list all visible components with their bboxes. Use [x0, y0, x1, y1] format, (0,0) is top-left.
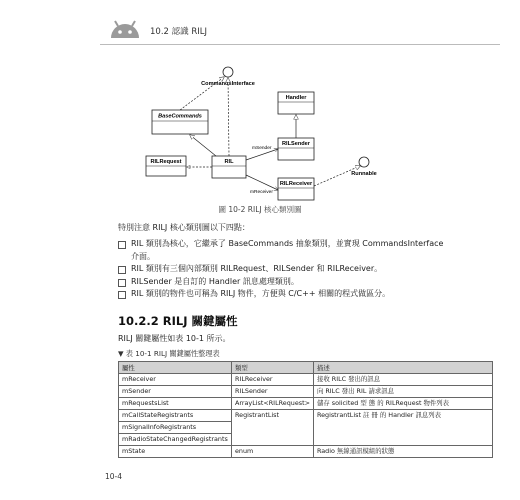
- bullet-item: [118, 288, 493, 301]
- edge-ril-commandsinterface: [228, 78, 229, 156]
- bullet-text: RILSender 是自訂的 Handler 訊息處理類別。: [131, 276, 299, 286]
- cell-description: RegistrantList 註 冊 的 Handler 訊息列表: [313, 410, 492, 446]
- checkbox-bullet-icon: [118, 291, 126, 299]
- mreceiver-role-label: mReceiver: [250, 190, 273, 195]
- header-rule: [100, 44, 500, 45]
- checkbox-bullet-icon: [118, 279, 126, 287]
- cell-type: RILReceiver: [232, 374, 314, 386]
- table-row: [119, 386, 493, 398]
- cell-type: RegistrantList: [232, 410, 314, 446]
- msender-role-label: mSender: [252, 146, 272, 151]
- cell-description: 向 RILC 發出 RIL 請求訊息: [313, 386, 492, 398]
- section-heading: 10.2.2 RILJ 關鍵屬性: [118, 314, 238, 328]
- base-commands-node: [152, 110, 208, 134]
- commands-interface-label: CommandsInterface: [201, 81, 255, 87]
- checkbox-bullet-icon: [118, 241, 126, 249]
- cell-attribute: mReceiver: [119, 374, 232, 386]
- column-header-description: 描述: [313, 362, 492, 374]
- ril-request-node: [146, 156, 186, 176]
- checkbox-bullet-icon: [118, 266, 126, 274]
- handler-node: [278, 92, 314, 114]
- column-header-type: 類型: [232, 362, 314, 374]
- android-logo: [108, 8, 142, 40]
- ril-receiver-node: [278, 178, 314, 200]
- cell-type: enum: [232, 446, 314, 458]
- bullet-item: [118, 276, 493, 289]
- edge-ril-rilreceiver: [246, 175, 278, 190]
- figure-caption: 圖 10-2 RILJ 核心類別圖: [218, 205, 302, 214]
- column-header-attribute: 屬性: [119, 362, 232, 374]
- table-row: [119, 446, 493, 458]
- bullet-item: [118, 238, 493, 263]
- cell-description: 接收 RILC 發出的訊息: [313, 374, 492, 386]
- bullet-text: RIL 類別有三個內部類別 RILRequest、RILSender 和 RILReceiver。: [131, 264, 383, 273]
- cell-attribute: mRadioStateChangedRegistrants: [119, 434, 232, 446]
- cell-attribute: mSender: [119, 386, 232, 398]
- edge-ril-basecommands: [190, 135, 216, 156]
- section-intro: RILJ 關鍵屬性如表 10-1 所示。: [118, 334, 231, 343]
- table-caption: ▼ 表 10-1 RILJ 關鍵屬性整理表: [118, 349, 220, 358]
- commands-interface-node: [201, 67, 255, 87]
- table-row: [119, 374, 493, 386]
- intro-text: 特別注意 RILJ 核心類別圖以下四點：: [118, 223, 250, 232]
- cell-attribute: mRequestsList: [119, 398, 232, 410]
- bullet-text: RIL 類別的物件也可稱為 RILJ 物件，方便與 C/C++ 相關的程式做區分。: [131, 289, 391, 298]
- page-header: [0, 0, 520, 46]
- table-row: [119, 398, 493, 410]
- ril-receiver-label: RILReceiver: [279, 181, 313, 187]
- runnable-label: Runnable: [351, 171, 377, 177]
- cell-type: RILSender: [232, 386, 314, 398]
- cell-attribute: mState: [119, 446, 232, 458]
- ril-sender-label: RILSender: [282, 141, 310, 147]
- table-row: [119, 410, 493, 422]
- cell-description: Radio 無線通訊模組的狀態: [313, 446, 492, 458]
- ril-label: RIL: [224, 159, 234, 165]
- table-header-row: [119, 362, 493, 374]
- chapter-heading: 10.2 認識 RILJ: [150, 27, 207, 37]
- attributes-table: [118, 361, 493, 458]
- ril-node: [212, 156, 246, 178]
- bullet-text: RIL 類別為核心，它繼承了 BaseCommands 抽象類別，並實現 CommandsInterface: [131, 239, 444, 248]
- base-commands-label: BaseCommands: [158, 113, 202, 120]
- runnable-node: [351, 157, 376, 177]
- bullet-item: [118, 263, 493, 276]
- bullet-list: [118, 238, 493, 301]
- handler-label: Handler: [285, 95, 307, 101]
- bullet-text-continued: 介面。: [131, 251, 155, 261]
- ril-request-label: RILRequest: [150, 159, 182, 165]
- cell-attribute: mSignalInfoRegistrants: [119, 422, 232, 434]
- cell-attribute: mCallStateRegistrants: [119, 410, 232, 422]
- ril-sender-node: [278, 138, 314, 160]
- class-diagram: [140, 60, 380, 210]
- cell-type: ArrayList<RILRequest>: [232, 398, 314, 410]
- page-number: 10-4: [105, 472, 123, 481]
- cell-description: 儲存 solicited 型 態 的 RILRequest 物件列表: [313, 398, 492, 410]
